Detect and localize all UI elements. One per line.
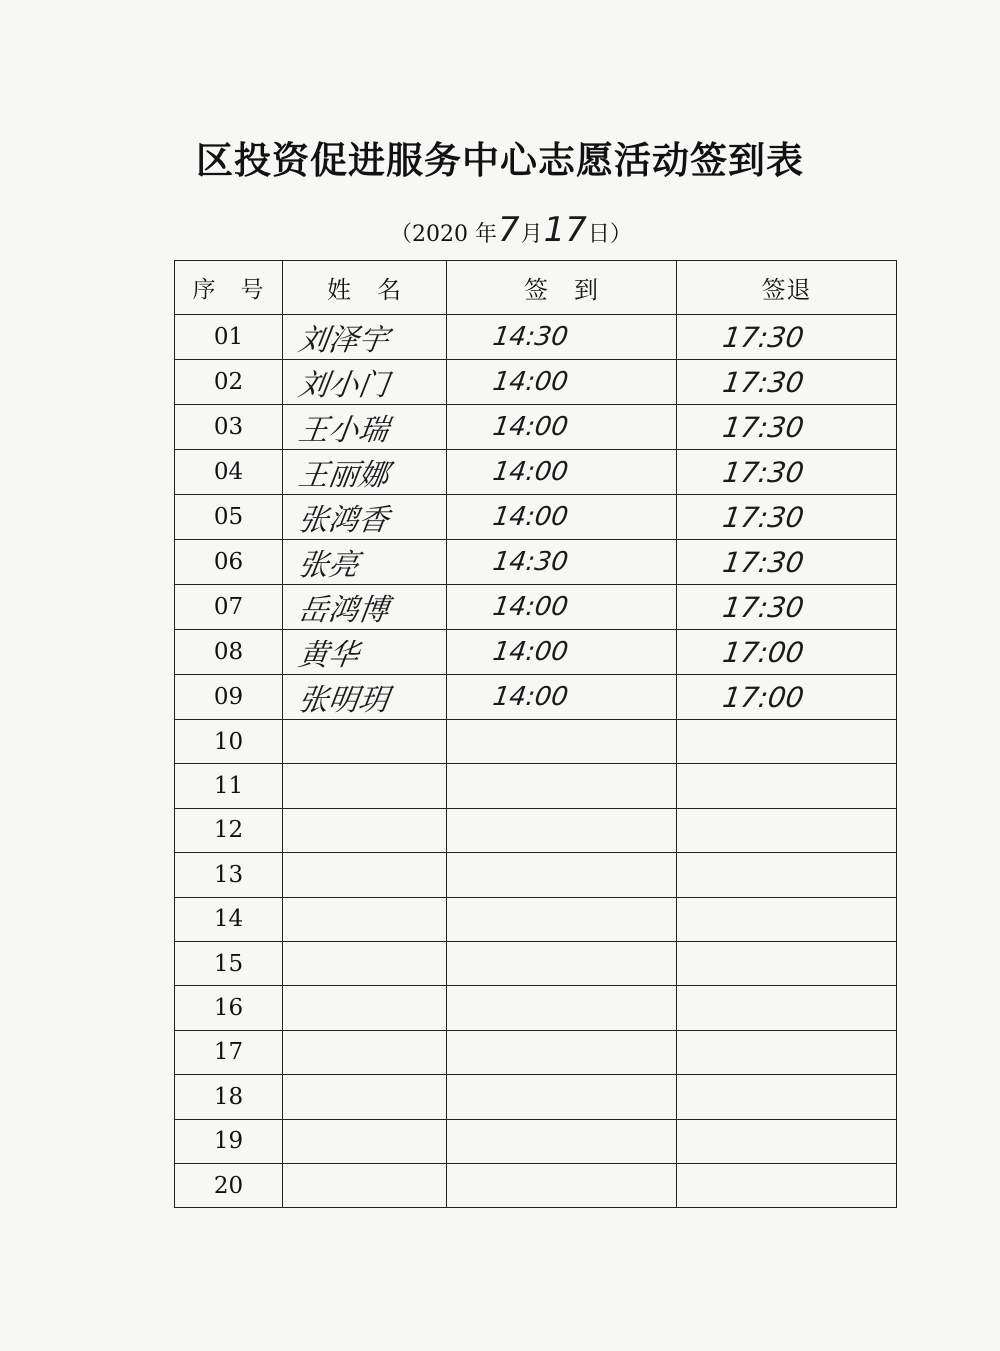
row-number: 05 [175, 495, 283, 540]
sign-in-cell [447, 1075, 677, 1119]
row-number: 08 [175, 630, 283, 675]
name-cell [283, 1119, 447, 1163]
table-row [175, 585, 897, 630]
sign-in-cell-handwriting: 14:00 [490, 637, 571, 667]
table-row [175, 808, 897, 852]
table-row [175, 1163, 897, 1207]
table-row [175, 315, 897, 360]
name-cell [283, 1075, 447, 1119]
table-row [175, 853, 897, 897]
sign-out-cell-handwriting: 17:30 [720, 590, 807, 624]
header-sign-out: 签退 [677, 261, 897, 315]
sign-out-cell [677, 1163, 897, 1207]
sign-out-cell-handwriting: 17:00 [720, 680, 807, 714]
name-cell-handwriting: 刘泽宇 [296, 323, 391, 358]
sign-out-cell [677, 675, 897, 720]
name-cell [283, 630, 447, 675]
sign-out-cell-handwriting: 17:30 [720, 455, 807, 489]
name-cell-handwriting: 张亮 [296, 548, 361, 583]
name-cell [283, 405, 447, 450]
row-number: 09 [175, 675, 283, 720]
table-row [175, 360, 897, 405]
table-row [175, 1119, 897, 1163]
sign-in-cell [447, 405, 677, 450]
sign-out-cell [677, 630, 897, 675]
name-cell [283, 853, 447, 897]
row-number: 03 [175, 405, 283, 450]
sign-out-cell [677, 1030, 897, 1074]
sign-in-cell-handwriting: 14:00 [490, 457, 571, 487]
sign-out-cell [677, 405, 897, 450]
name-cell [283, 808, 447, 852]
sign-in-cell [447, 808, 677, 852]
sign-in-cell-handwriting: 14:30 [490, 547, 571, 577]
header-name: 姓 名 [283, 261, 447, 315]
table-row [175, 897, 897, 941]
sign-out-cell [677, 1075, 897, 1119]
name-cell [283, 1030, 447, 1074]
sign-in-cell [447, 315, 677, 360]
table-row [175, 495, 897, 540]
sign-in-cell [447, 1119, 677, 1163]
name-cell [283, 1163, 447, 1207]
sign-in-table [174, 260, 897, 1208]
sign-in-cell-handwriting: 14:00 [490, 682, 571, 712]
sign-out-cell-handwriting: 17:30 [720, 320, 807, 354]
sign-out-cell [677, 720, 897, 764]
name-cell [283, 941, 447, 985]
header-sign-in: 签 到 [447, 261, 677, 315]
sign-out-cell-handwriting: 17:30 [720, 365, 807, 399]
name-cell [283, 585, 447, 630]
sign-in-cell-handwriting: 14:00 [490, 592, 571, 622]
sign-in-cell [447, 720, 677, 764]
sign-in-cell-handwriting: 14:30 [490, 322, 571, 352]
date-month-handwritten: 7 [497, 210, 520, 250]
row-number: 07 [175, 585, 283, 630]
table-row [175, 405, 897, 450]
sign-in-cell [447, 986, 677, 1030]
sign-in-cell [447, 360, 677, 405]
document-title: 区投资促进服务中心志愿活动签到表 [196, 138, 804, 182]
date-day-handwritten: 17 [543, 210, 587, 250]
sign-out-cell-handwriting: 17:30 [720, 410, 807, 444]
sign-in-cell-handwriting: 14:00 [490, 367, 571, 397]
name-cell-handwriting: 岳鸿博 [296, 593, 391, 628]
sign-in-cell [447, 630, 677, 675]
name-cell [283, 540, 447, 585]
sign-out-cell [677, 897, 897, 941]
date-day-label: 日） [587, 222, 632, 247]
row-number: 02 [175, 360, 283, 405]
sign-out-cell [677, 1119, 897, 1163]
name-cell [283, 764, 447, 808]
sign-out-cell [677, 495, 897, 540]
name-cell [283, 315, 447, 360]
sign-in-cell [447, 941, 677, 985]
sign-out-cell [677, 986, 897, 1030]
table-row [175, 720, 897, 764]
sign-out-cell [677, 360, 897, 405]
row-number: 01 [175, 315, 283, 360]
sign-in-cell [447, 853, 677, 897]
row-number: 10 [175, 720, 283, 764]
table-row [175, 941, 897, 985]
name-cell-handwriting: 张明玥 [296, 683, 391, 718]
sign-out-cell [677, 808, 897, 852]
sign-out-cell-handwriting: 17:00 [720, 635, 807, 669]
sign-in-cell [447, 675, 677, 720]
name-cell [283, 450, 447, 495]
row-number: 16 [175, 986, 283, 1030]
sign-out-cell [677, 764, 897, 808]
date-year-label: （2020 年 [390, 222, 497, 247]
row-number: 20 [175, 1163, 283, 1207]
row-number: 06 [175, 540, 283, 585]
sign-out-cell [677, 540, 897, 585]
name-cell-handwriting: 张鸿香 [296, 503, 391, 538]
row-number: 17 [175, 1030, 283, 1074]
row-number: 15 [175, 941, 283, 985]
table-row [175, 986, 897, 1030]
table-row [175, 450, 897, 495]
row-number: 04 [175, 450, 283, 495]
name-cell [283, 360, 447, 405]
sign-in-cell [447, 764, 677, 808]
name-cell-handwriting: 王小瑞 [296, 413, 391, 448]
sign-out-cell [677, 853, 897, 897]
row-number: 13 [175, 853, 283, 897]
header-no: 序 号 [175, 261, 283, 315]
table-row [175, 630, 897, 675]
table-row [175, 1075, 897, 1119]
sign-out-cell [677, 941, 897, 985]
name-cell [283, 897, 447, 941]
table-row [175, 764, 897, 808]
sign-out-cell [677, 585, 897, 630]
date-line [390, 208, 632, 248]
sign-out-cell [677, 450, 897, 495]
name-cell [283, 720, 447, 764]
name-cell [283, 495, 447, 540]
sign-out-cell-handwriting: 17:30 [720, 500, 807, 534]
row-number: 18 [175, 1075, 283, 1119]
sign-out-cell [677, 315, 897, 360]
name-cell-handwriting: 刘小门 [296, 368, 391, 403]
header-row [175, 261, 897, 315]
sign-in-cell [447, 495, 677, 540]
date-month-label: 月 [520, 222, 543, 247]
sign-in-cell [447, 450, 677, 495]
sign-out-cell-handwriting: 17:30 [720, 545, 807, 579]
row-number: 11 [175, 764, 283, 808]
row-number: 12 [175, 808, 283, 852]
sign-in-cell [447, 585, 677, 630]
sign-in-cell [447, 540, 677, 585]
name-cell-handwriting: 黄华 [296, 638, 361, 673]
row-number: 14 [175, 897, 283, 941]
sign-in-cell [447, 1030, 677, 1074]
sign-in-cell-handwriting: 14:00 [490, 412, 571, 442]
table-row [175, 540, 897, 585]
name-cell-handwriting: 王丽娜 [296, 458, 391, 493]
name-cell [283, 986, 447, 1030]
sign-in-cell-handwriting: 14:00 [490, 502, 571, 532]
sign-in-cell [447, 1163, 677, 1207]
sign-in-cell [447, 897, 677, 941]
table-row [175, 675, 897, 720]
table-row [175, 1030, 897, 1074]
row-number: 19 [175, 1119, 283, 1163]
name-cell [283, 675, 447, 720]
